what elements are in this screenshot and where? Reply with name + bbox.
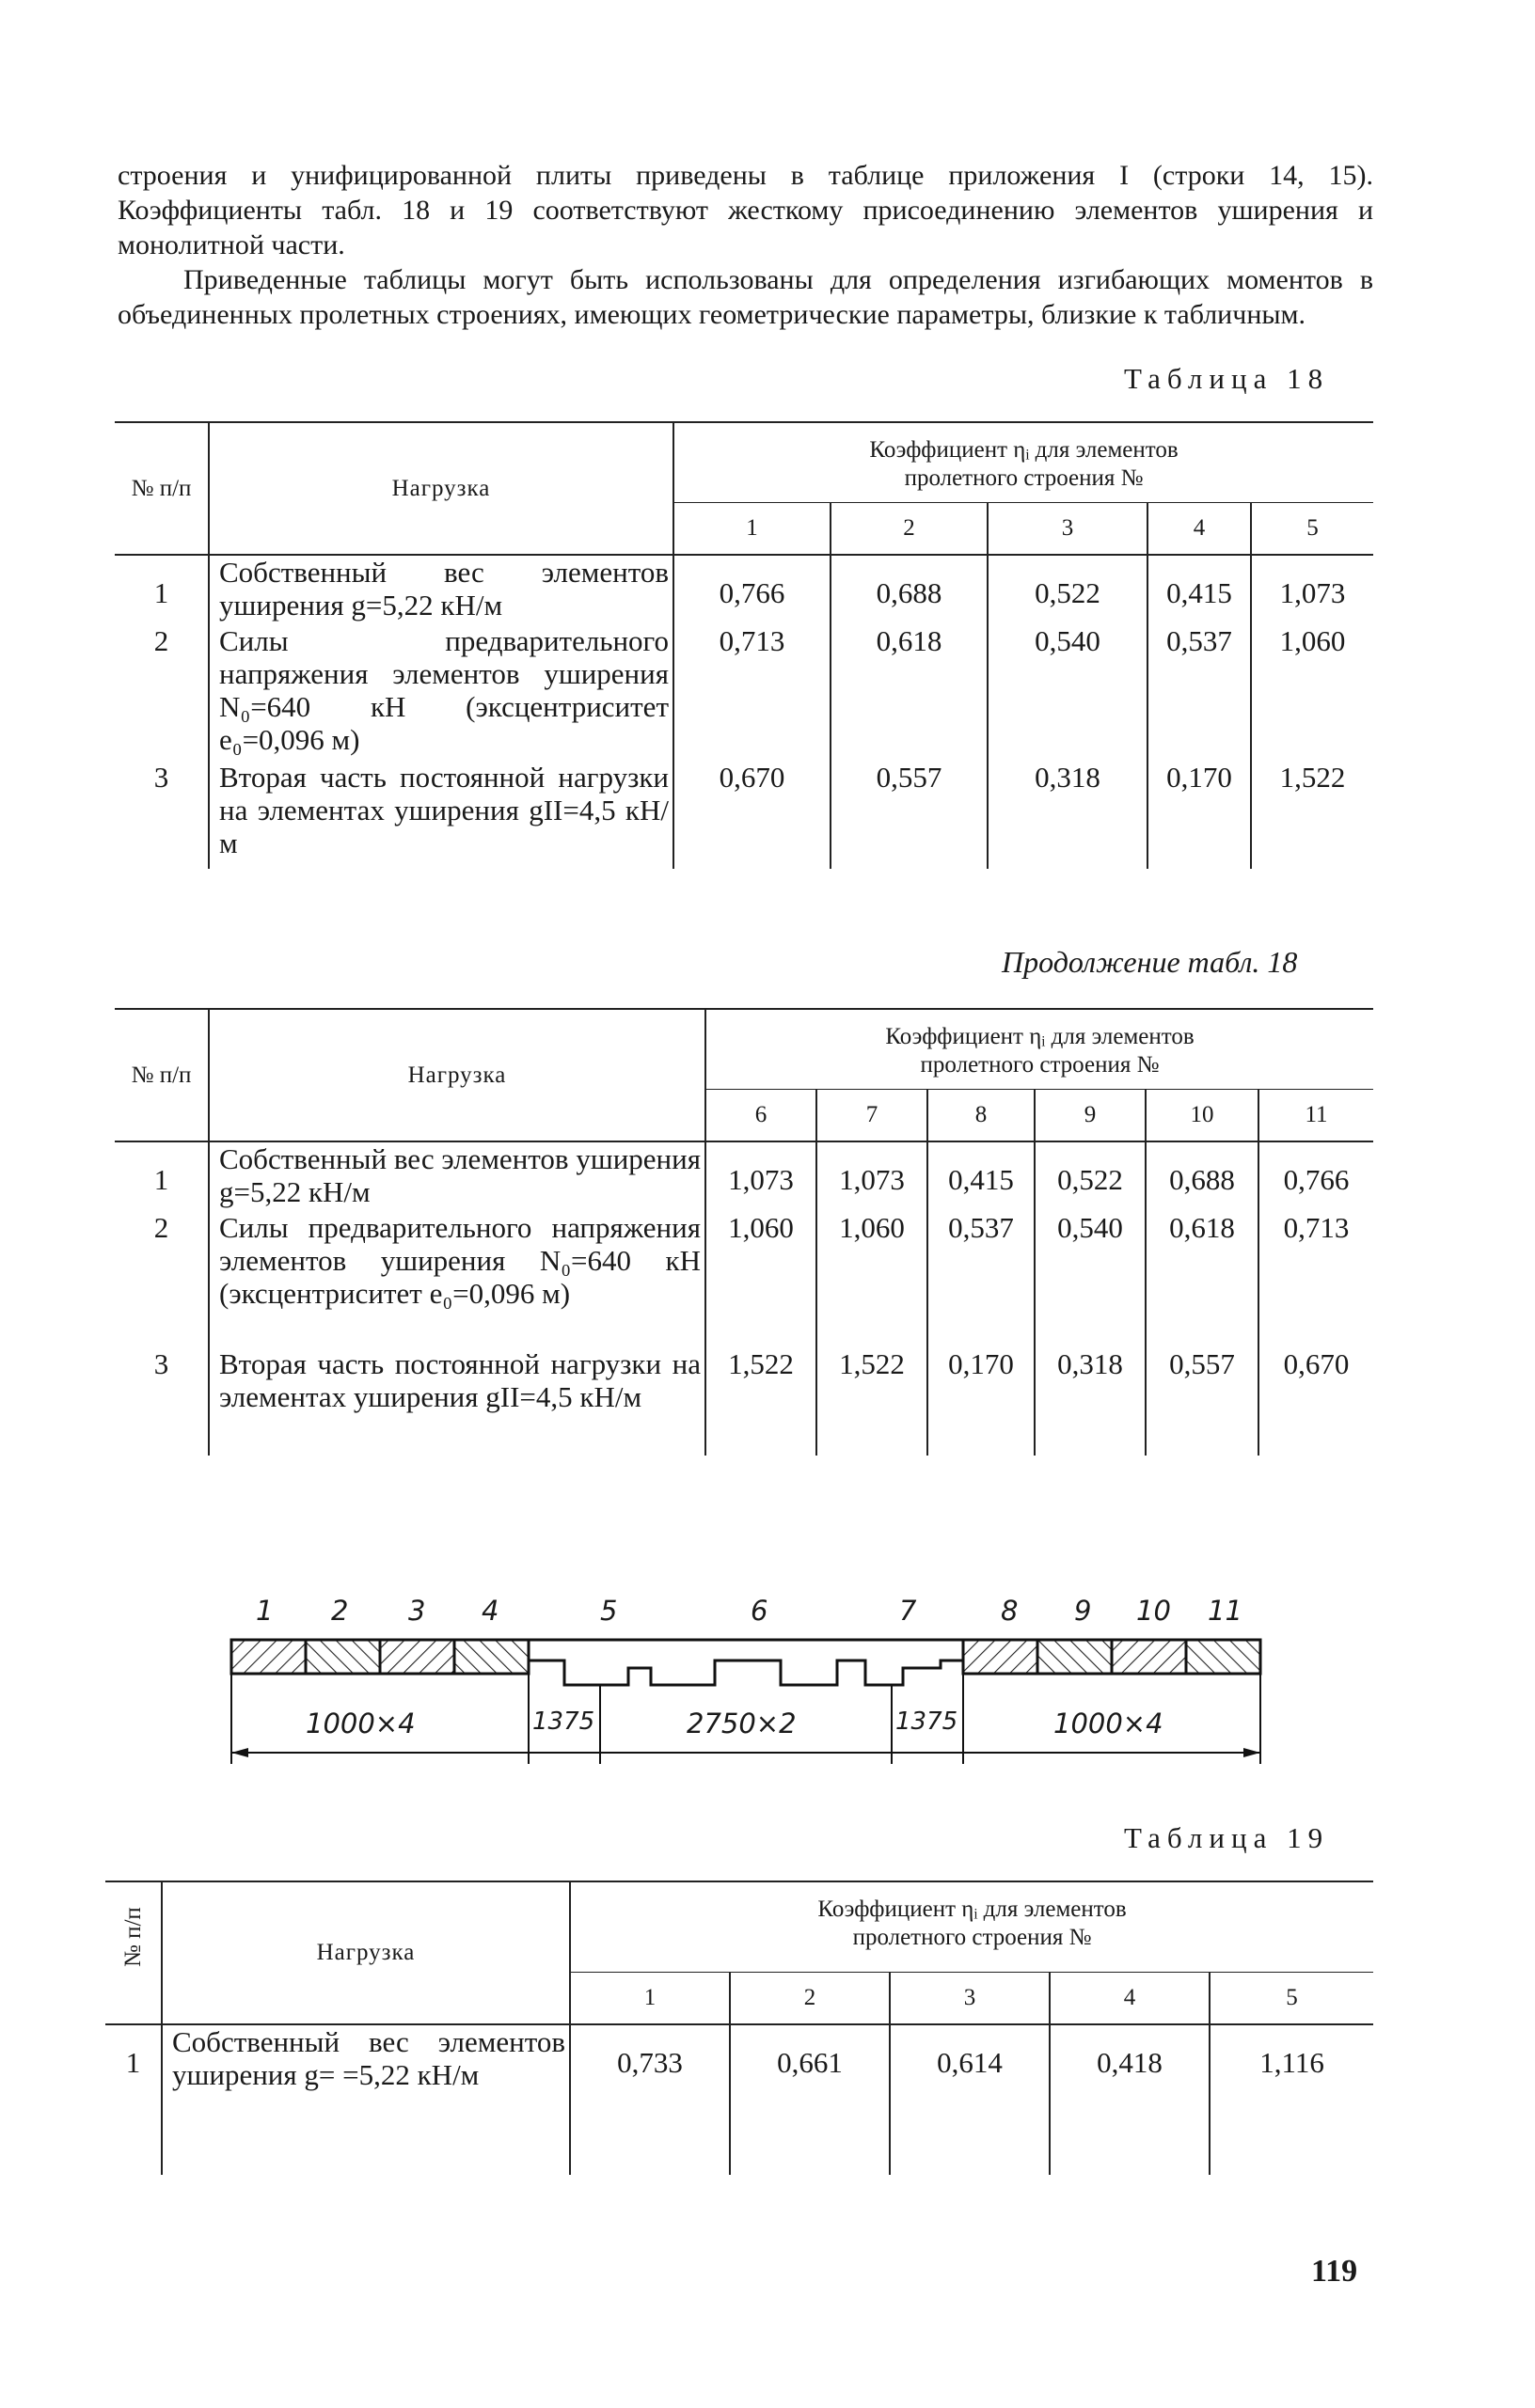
- table-row: 3 Вторая часть постоянной нагрузки на элементах уширения gII=4,5 кН/м 0,670 0,557 0,318 0,170 1,522: [115, 761, 1373, 869]
- table19-col-num: № п/п: [105, 1881, 162, 2024]
- table19-col-1: 1: [570, 1973, 730, 2025]
- element-label-4: 4: [482, 1595, 499, 1627]
- table18cont-col-9: 9: [1035, 1090, 1146, 1142]
- table19-col-5: 5: [1210, 1973, 1373, 2025]
- cross-section-figure: [226, 1595, 1279, 1783]
- block-1: [231, 1640, 306, 1674]
- table18-caption: Таблица 18: [1124, 362, 1330, 395]
- element-label-8: 8: [1001, 1595, 1019, 1627]
- page-number: 119: [1311, 2254, 1358, 2289]
- element-label-5: 5: [600, 1595, 618, 1627]
- dim-label-center: 2750×2: [687, 1708, 797, 1739]
- element-label-11: 11: [1208, 1595, 1242, 1627]
- table-18-continued: [115, 1008, 1373, 1456]
- table-row: 1 Собственный вес элементов уширения g= =5,22 кН/м 0,733 0,661 0,614 0,418 1,116: [105, 2024, 1373, 2175]
- table18cont-coef-header: Коэффициент ηᵢ для элементов пролетного строения №: [705, 1009, 1373, 1090]
- element-label-2: 2: [331, 1595, 349, 1627]
- table-row: 2 Силы предварительного напряжения элементов уширения N₀=640 кН (эксцентриситет e₀=0,096 м) 0,713 0,618 0,540 0,537 1,060: [115, 624, 1373, 761]
- cross-section-drawing: [226, 1595, 1279, 1783]
- table18-col-5: 5: [1251, 503, 1373, 556]
- monolithic-part: [529, 1640, 963, 1685]
- block-3: [380, 1640, 454, 1674]
- table18-col-4: 4: [1147, 503, 1251, 556]
- block-8: [963, 1640, 1037, 1674]
- block-2: [306, 1640, 380, 1674]
- element-label-6: 6: [751, 1595, 768, 1627]
- element-label-1: 1: [256, 1595, 274, 1627]
- table19-col-2: 2: [730, 1973, 890, 2025]
- table19-col-3: 3: [890, 1973, 1050, 2025]
- table-row: 1 Собственный вес элементов уширения g=5,22 кН/м 1,073 1,073 0,415 0,522 0,688 0,766: [115, 1141, 1373, 1211]
- table18cont-col-11: 11: [1258, 1090, 1373, 1142]
- table18cont-col-6: 6: [705, 1090, 816, 1142]
- intro-paragraph-1: строения и унифицированной плиты приведены в таблице приложения I (строки 14, 15). Коэффициенты табл. 18 и 19 соответствуют жесткому присоединению элементов уширения и монолитной части.: [118, 160, 1373, 260]
- table18-col-3: 3: [988, 503, 1147, 556]
- table18-continuation-caption: Продолжение табл. 18: [1002, 945, 1298, 979]
- table19-coef-header: Коэффициент ηᵢ для элементов пролетного строения №: [570, 1881, 1373, 1973]
- dim-label-right: 1000×4: [1053, 1708, 1163, 1739]
- intro-paragraph-2: Приведенные таблицы могут быть использованы для определения изгибающих моментов в объединенных пролетных строениях, имеющих геометрические параметры, близкие к табличным.: [118, 264, 1373, 330]
- block-9: [1037, 1640, 1112, 1674]
- table-row: 1 Собственный вес элементов уширения g=5,22 кН/м 0,766 0,688 0,522 0,415 1,073: [115, 555, 1373, 624]
- table18-col-num: № п/п: [115, 422, 209, 555]
- table18cont-col-8: 8: [927, 1090, 1035, 1142]
- block-4: [454, 1640, 529, 1674]
- table19-col-load: Нагрузка: [162, 1881, 570, 2024]
- table-19: [105, 1881, 1373, 2175]
- table19-caption: Таблица 19: [1124, 1821, 1330, 1854]
- table-18: [115, 421, 1373, 869]
- table18-coef-header: Коэффициент ηᵢ для элементов пролетного строения №: [673, 422, 1373, 503]
- table18-col-1: 1: [673, 503, 831, 556]
- table18-col-2: 2: [831, 503, 988, 556]
- dim-label-1375-right: 1375: [895, 1708, 958, 1736]
- table18-col-load: Нагрузка: [209, 422, 673, 555]
- block-11: [1186, 1640, 1260, 1674]
- table-row: 2 Силы предварительного напряжения элементов уширения N₀=640 кН (эксцентриситет e₀=0,096 м) 1,060 1,060 0,537 0,540 0,618 0,713: [115, 1211, 1373, 1347]
- table-row: 3 Вторая часть постоянной нагрузки на элементах уширения gII=4,5 кН/м 1,522 1,522 0,170 0,318 0,557 0,670: [115, 1347, 1373, 1456]
- table18cont-col-load: Нагрузка: [209, 1009, 705, 1141]
- element-label-7: 7: [899, 1595, 917, 1627]
- block-10: [1112, 1640, 1186, 1674]
- table18cont-col-num: № п/п: [115, 1009, 209, 1141]
- dim-label-1375-left: 1375: [532, 1708, 595, 1736]
- dim-label-left: 1000×4: [306, 1708, 416, 1739]
- table19-col-4: 4: [1050, 1973, 1210, 2025]
- element-label-10: 10: [1136, 1595, 1171, 1627]
- element-label-9: 9: [1074, 1595, 1092, 1627]
- table18cont-col-7: 7: [816, 1090, 927, 1142]
- intro-text: [118, 158, 1373, 332]
- table18cont-col-10: 10: [1146, 1090, 1258, 1142]
- element-label-3: 3: [408, 1595, 426, 1627]
